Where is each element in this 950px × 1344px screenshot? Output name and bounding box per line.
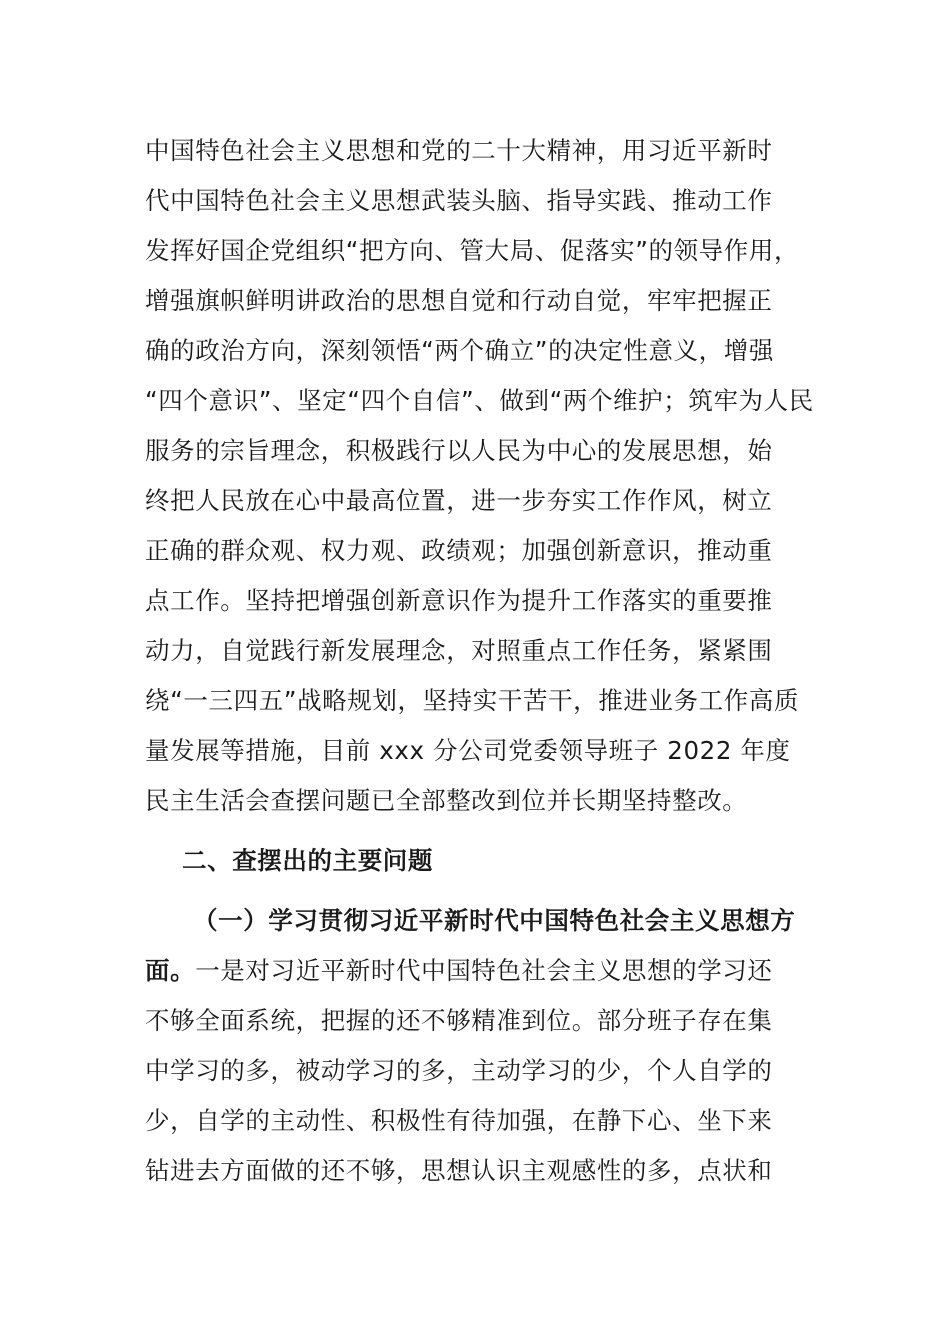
paragraph-line: 动力，自觉践行新发展理念，对照重点工作任务，紧紧围 [145, 636, 773, 665]
subheading: （一）学习贯彻习近平新时代中国特色社会主义思想方 [193, 906, 796, 935]
paragraph-line: 点工作。坚持把增强创新意识作为提升工作落实的重要推 [145, 586, 773, 615]
paragraph-line: “四个意识”、坚定“四个自信”、做到“两个维护；筑牢为人民 [145, 386, 814, 415]
paragraph-line: 正确的群众观、权力观、政绩观；加强创新意识，推动重 [145, 536, 773, 565]
paragraph-line: 钻进去方面做的还不够，思想认识主观感性的多，点状和 [145, 1156, 773, 1185]
paragraph-line: 民主生活会查摆问题已全部整改到位并长期坚持整改。 [145, 786, 748, 815]
paragraph-line: 绕“一三四五”战略规划，坚持实干苦干，推进业务工作高质 [145, 686, 800, 715]
section-heading: 二、查摆出的主要问题 [182, 846, 433, 875]
paragraph-line: 不够全面系统，把握的还不够精准到位。部分班子存在集 [145, 1006, 773, 1035]
paragraph-line: 发挥好国企党组织“把方向、管大局、促落实”的领导作用， [145, 236, 800, 265]
subheading-end: 面。 [145, 956, 196, 985]
paragraph-line: 代中国特色社会主义思想武装头脑、指导实践、推动工作 [145, 186, 773, 215]
paragraph-line: 量发展等措施，目前 xxx 分公司党委领导班子 2022 年度 [145, 736, 791, 765]
paragraph-line [145, 953, 807, 989]
paragraph-line: 服务的宗旨理念，积极践行以人民为中心的发展思想，始 [145, 436, 773, 465]
paragraph-line: 少，自学的主动性、积极性有待加强，在静下心、坐下来 [145, 1106, 773, 1135]
paragraph-line: 增强旗帜鲜明讲政治的思想自觉和行动自觉，牢牢把握正 [145, 286, 773, 315]
paragraph-line: 终把人民放在心中最高位置，进一步夯实工作作风，树立 [145, 486, 773, 515]
paragraph-line: 中学习的多，被动学习的多，主动学习的少，个人自学的 [145, 1056, 773, 1085]
paragraph-text: 一是对习近平新时代中国特色社会主义思想的学习还 [195, 956, 773, 985]
paragraph-line: 中国特色社会主义思想和党的二十大精神，用习近平新时 [145, 136, 773, 165]
paragraph-line: 确的政治方向，深刻领悟“两个确立”的决定性意义，增强 [145, 336, 774, 365]
